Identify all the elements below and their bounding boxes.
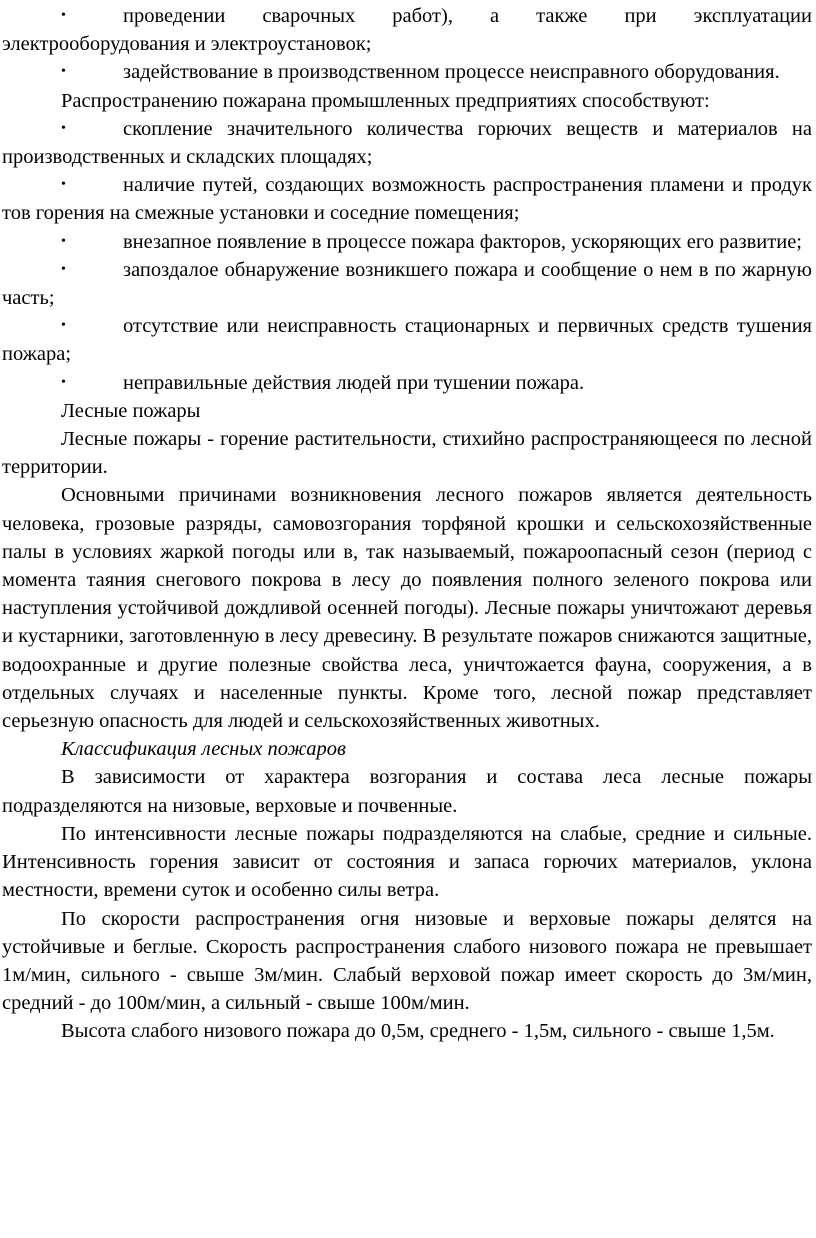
spread-intro-paragraph: Распространению пожарана промышленных предприятиях способствуют: — [61, 89, 710, 112]
bullet-text: внезапное появление в процессе пожара факторов, ускоряющих его развитие; — [123, 230, 803, 253]
bullet-text: отсутствие или неисправность стационарных и первичных средств тушения пожара; — [2, 315, 812, 366]
bullet-item — [2, 58, 812, 86]
bullet-item — [2, 171, 812, 227]
bullet-item — [2, 2, 812, 58]
bullet-item — [2, 369, 812, 397]
bullet-item — [2, 228, 812, 256]
bullet-item — [2, 312, 812, 368]
bullet-icon: • — [61, 177, 66, 193]
bullet-icon: • — [61, 120, 66, 136]
bullet-text: проведении сварочных работ), а также при эксплуатации электрооборудования и электроустановок; — [2, 5, 812, 56]
class-height-paragraph: Высота слабого низового пожара до 0,5м, среднего - 1,5м, сильного - свыше 1,5м. — [61, 1020, 775, 1043]
class-speed-paragraph: По скорости распространения огня низовые и верховые пожары делятся на устойчивые и беглые. Скорость распространения слабого низового пожара не превышает 1м/мин, сильного - свыше 3м/мин. Слабый верховой пожар имеет скорость до 3м/мин, средний - до 100м/мин, а сильный - свыше 100м/мин. — [2, 907, 812, 1015]
bullet-text: задействование в производственном процессе неисправного оборудования. — [123, 61, 780, 84]
bullet-item — [2, 256, 812, 312]
bullet-text: запоздалое обнаружение возникшего пожара и сообщение о нем в по жарную часть; — [2, 258, 812, 310]
classification-heading: Классификация лесных пожаров — [61, 738, 346, 761]
bullet-icon: • — [61, 233, 66, 249]
bullet-text: неправильные действия людей при тушении пожара. — [123, 371, 585, 394]
class-types-paragraph: В зависимости от характера возгорания и состава леса лесные пожары подразделяются на низовые, верховые и почвенные. — [2, 766, 812, 817]
forest-causes-paragraph: Основными причинами возникновения лесного пожаров является деятельность человека, грозовые разряды, самовозгорания торфяной крошки и сельскохозяйственные палы в условиях жаркой погоды или в, так называемый, пожароопасный сезон (период с момента таяния снегового покрова в лесу до появления полного зеленого покрова или наступления устойчивой дождливой осенней погоды). Лесные пожары уничтожают деревья и кустарники, заготовленную в лесу древесину. В результате пожаров снижаются защитные, водоохранные и другие полезные свойства леса, уничтожается фауна, сооружения, а в отдельных случаях и населенные пункты. Кроме того, лесной пожар представляет серьезную опасность для людей и сельскохозяйственных животных. — [2, 484, 812, 733]
bullet-icon: • — [61, 374, 66, 390]
forest-definition-paragraph: Лесные пожары - горение растительности, стихийно распространяющееся по лесной территории. — [2, 428, 812, 479]
bullet-text: скопление значительного количества горючих веществ и материалов на производственных и складских площадях; — [2, 117, 812, 169]
bullet-icon: • — [61, 318, 66, 334]
bullet-icon: • — [61, 8, 66, 23]
forest-fires-heading: Лесные пожары — [61, 399, 201, 422]
bullet-item — [2, 115, 812, 171]
bullet-icon: • — [61, 261, 66, 277]
bullet-text: наличие путей, создающих возможность распространения пламени и продук тов горения на смежные установки и соседние помещения; — [2, 174, 812, 225]
bullet-icon: • — [61, 64, 66, 80]
class-intensity-paragraph: По интенсивности лесные пожары подразделяются на слабые, средние и сильные. Интенсивность горения зависит от состояния и запаса горючих материалов, уклона местности, времени суток и особенно силы ветра. — [2, 822, 812, 902]
